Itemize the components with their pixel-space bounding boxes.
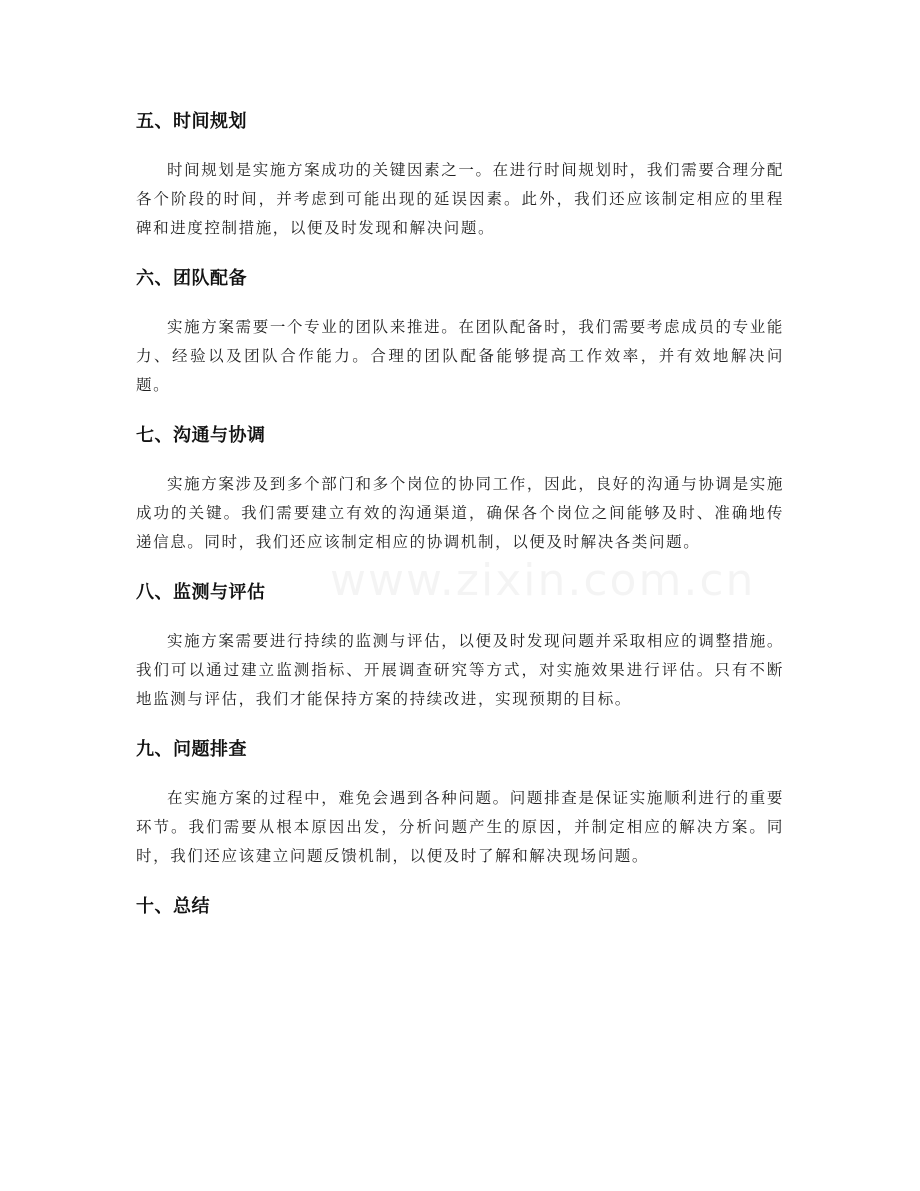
section-paragraph: 实施方案涉及到多个部门和多个岗位的协同工作，因此，良好的沟通与协调是实施成功的关键。我们需要建立有效的沟通渠道，确保各个岗位之间能够及时、准确地传递信息。同时，我们还应该制定相应的协调机制，以便及时解决各类问题。 — [136, 475, 784, 551]
section-heading: 六、团队配备 — [136, 268, 247, 289]
section-communication — [136, 422, 784, 557]
section-heading: 十、总结 — [136, 896, 210, 917]
section-heading: 九、问题排查 — [136, 739, 247, 760]
section-team-staffing — [136, 265, 784, 400]
section-paragraph: 时间规划是实施方案成功的关键因素之一。在进行时间规划时，我们需要合理分配各个阶段的时间，并考虑到可能出现的延误因素。此外，我们还应该制定相应的里程碑和进度控制措施，以便及时发现和解决问题。 — [136, 161, 784, 237]
section-paragraph: 实施方案需要一个专业的团队来推进。在团队配备时，我们需要考虑成员的专业能力、经验以及团队合作能力。合理的团队配备能够提高工作效率，并有效地解决问题。 — [136, 318, 784, 394]
section-time-planning — [136, 108, 784, 243]
section-troubleshooting — [136, 736, 784, 871]
section-paragraph: 实施方案需要进行持续的监测与评估，以便及时发现问题并采取相应的调整措施。我们可以通过建立监测指标、开展调查研究等方式，对实施效果进行评估。只有不断地监测与评估，我们才能保持方案的持续改进，实现预期的目标。 — [136, 632, 784, 708]
section-paragraph: 在实施方案的过程中，难免会遇到各种问题。问题排查是保证实施顺利进行的重要环节。我们需要从根本原因出发，分析问题产生的原因，并制定相应的解决方案。同时，我们还应该建立问题反馈机制，以便及时了解和解决现场问题。 — [136, 789, 784, 865]
section-heading: 五、时间规划 — [136, 111, 247, 132]
section-monitoring — [136, 579, 784, 714]
section-heading: 七、沟通与协调 — [136, 425, 266, 446]
section-summary — [136, 893, 784, 921]
section-heading: 八、监测与评估 — [136, 582, 266, 603]
document-body — [136, 108, 784, 941]
